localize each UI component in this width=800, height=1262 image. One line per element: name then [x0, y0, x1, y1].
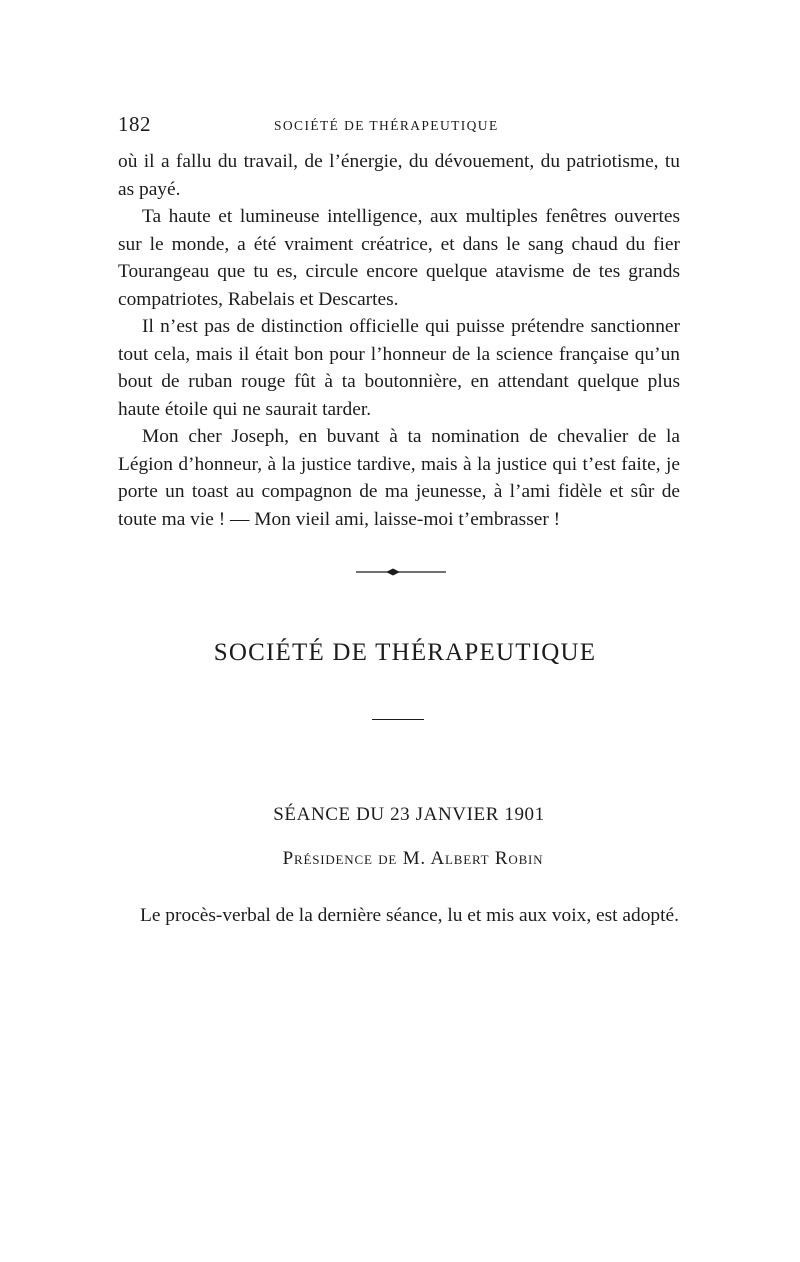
paragraph: Ta haute et lumineuse intelligence, aux multiples fenêtres ouvertes sur le monde, a été vraiment créatrice, et dans le sang chaud du fier Tourangeau que tu es, circule encore quelque atavisme de tes grands compatriotes, Rabelais et Descartes.	[118, 206, 680, 310]
book-page	[118, 108, 680, 930]
paragraph: Mon cher Joseph, en buvant à ta nomination de chevalier de la Légion d’honneur, à la justice tardive, mais à la justice qui t’est faite, je porte un toast au compagnon de ma jeunesse, à l’ami fidèle et sûr de toute ma vie ! — Mon vieil ami, laisse-moi t’embrasser !	[118, 426, 680, 530]
running-title: SOCIÉTÉ DE THÉRAPEUTIQUE	[274, 118, 499, 133]
paragraph: Le procès-verbal de la dernière séance, lu et mis aux voix, est adopté.	[140, 905, 679, 926]
section-title: SOCIÉTÉ DE THÉRAPEUTIQUE	[213, 639, 597, 666]
paragraph: où il a fallu du travail, de l’énergie, du dévouement, du patriotisme, tu as payé.	[118, 151, 680, 200]
body-text	[118, 148, 680, 533]
running-head	[118, 108, 680, 138]
presidency-line: Présidence de M. Albert Robin	[282, 848, 544, 869]
ornament-divider	[356, 567, 446, 577]
short-rule	[372, 719, 424, 720]
paragraph: Il n’est pas de distinction officielle qui puisse prétendre sanctionner tout cela, mais il était bon pour l’honneur de la science française qu’un bout de ruban rouge fût à ta boutonnière, en attendant quelque plus haute étoile qui ne saurait tarder.	[118, 316, 680, 420]
session-title: SÉANCE DU 23 JANVIER 1901	[273, 804, 545, 825]
minutes-text	[118, 902, 680, 930]
page-number: 182	[118, 112, 151, 136]
